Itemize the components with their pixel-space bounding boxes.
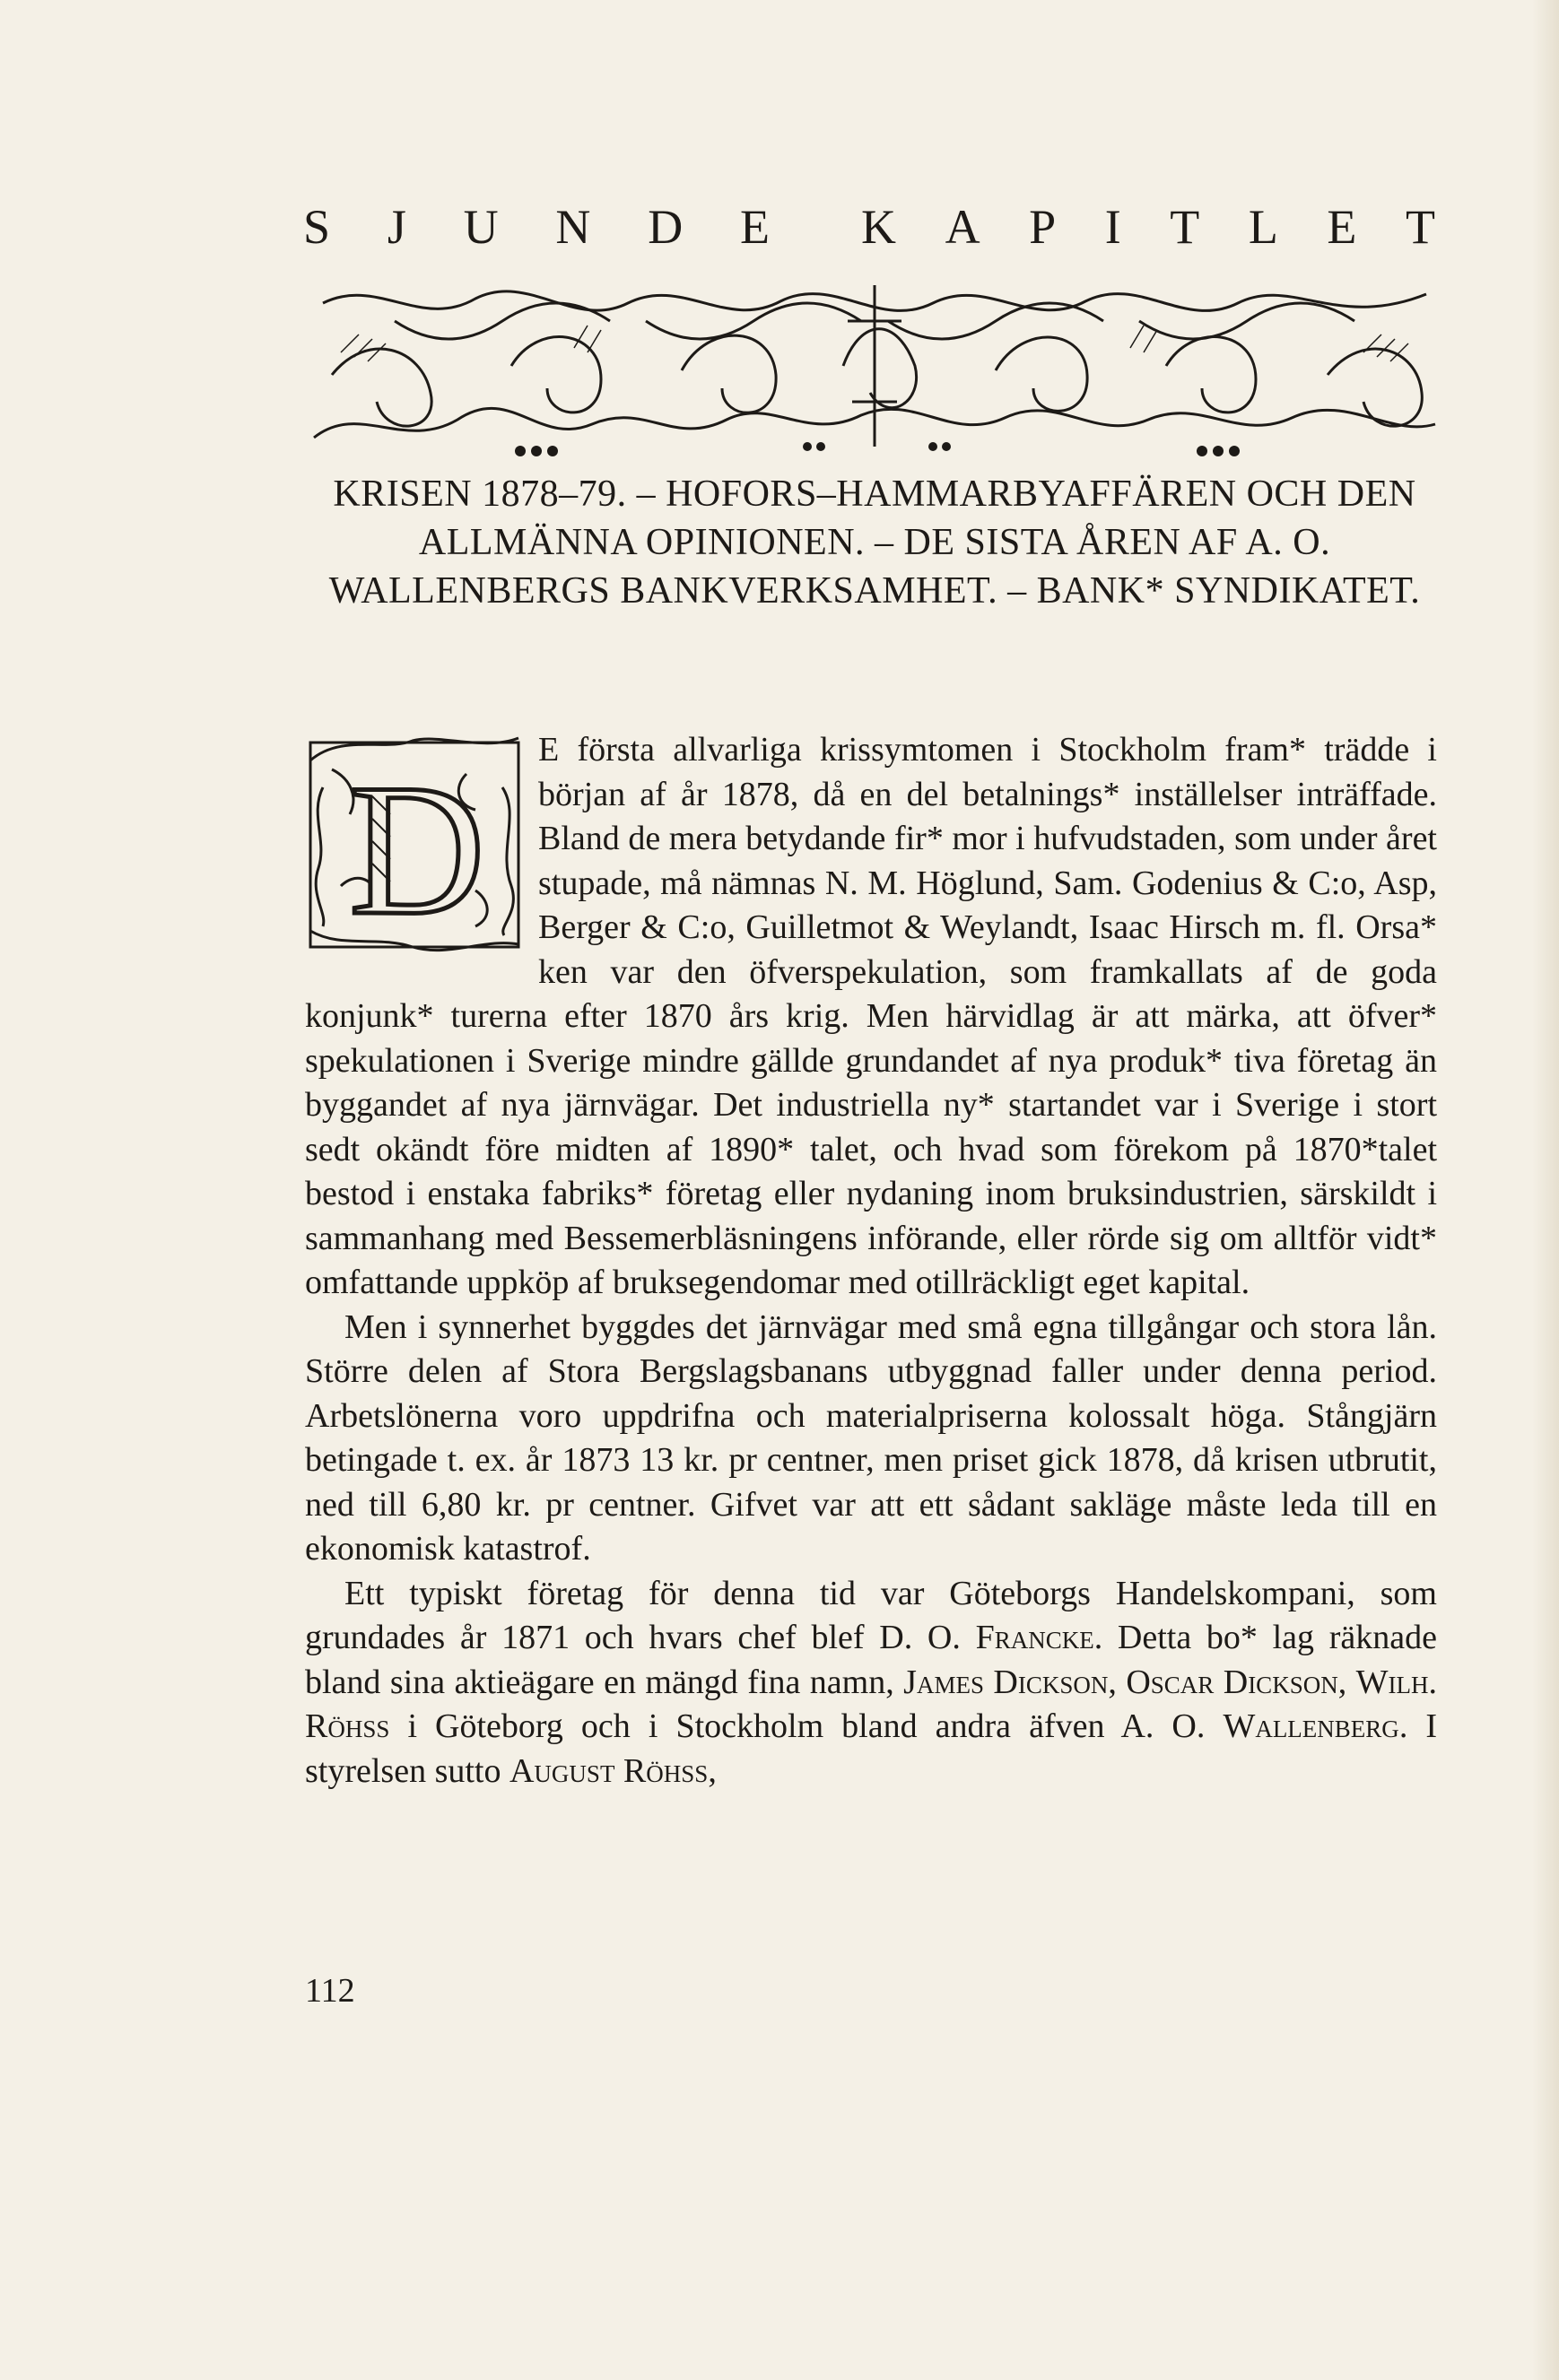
paragraph-3 [305,1572,1437,1794]
paragraph-3-text-d: , [1337,1663,1347,1701]
body-text [305,728,1437,1794]
paragraph-1: E första allvarliga krissymtomen i Stockholm fram* trädde i början af år 1878, då en del betalnings* inställelser inträffade. Bland de mera betydande fir* mor i hufvudstaden, som under året stupade, må nämnas N. M. Höglund, Sam. Godenius & C:o, Asp, Berger & C:o, Guilletmot & Weylandt, Isaac Hirsch m. fl. Orsa* ken var den öfverspekulation, som framkallats af de goda konjunk* turerna efter 1870 års krig. Men härvidlag är att märka, att öfver* spekulationen i Sverige mindre gällde grundandet af nya produk* tiva företag än byggandet af nya järnvägar. Det industriella ny* startandet var i Sverige i stort sedt okändt före midten af 1890* talet, och hvad som förekom på 1870*talet bestod i enstaka fabriks* företag eller nydaning inom bruksindustrien, särskildt i sammanhang med Bessemerbläsningens införande, eller rörde sig om alltför vidt* omfattande uppköp af bruksegendomar med otillräckligt eget kapital. [305,731,1437,1301]
drop-cap-space [305,728,531,951]
chapter-label-letter: S [303,200,331,254]
page-number: 112 [305,1972,355,2010]
chapter-title: KRISEN 1878–79. – HOFORS–HAMMARBYAFFÄREN OCH DEN ALLMÄNNA OPINIONEN. – DE SISTA ÅREN AF A. O. WALLENBERGS BANKVERKSAMHET. – BANK* SYNDIKATET. [328,473,1421,612]
paragraph-3-text-g: , [708,1751,717,1790]
paragraph-3-text-c: , [1108,1663,1117,1701]
chapter-label-letter: N [555,200,591,254]
chapter-label-word-1 [303,199,770,255]
chapter-label-letter: L [1248,200,1278,254]
name-wilh-rohss: Wilh. Röhss [305,1663,1438,1745]
paragraph-2: Men i synnerhet byggdes det järnvägar med små egna tillgångar och stora lån. Större delen af Stora Bergslagsbanans utbyggnad faller under denna period. Arbetslönerna voro uppdrifna och materialpriserna kolossalt höga. Stångjärn betingade t. ex. år 1873 13 kr. pr centner, men priset gick 1878, då krisen utbrutit, ned till 6,80 kr. pr centner. Gifvet var att ett sådant sakläge måste leda till en ekonomisk katastrof. [305,1307,1437,1568]
page-edge-shadow [1532,0,1559,2380]
paragraph-3-text-a: Ett typiskt företag för denna tid var Göteborgs Handelskompani, som grundades år 1871 och hvars chef blef D. O. [305,1574,1437,1656]
name-wallenberg: Wallenberg [1223,1707,1399,1745]
paragraph-3-text-f: . I styrelsen sutto [305,1707,1438,1790]
chapter-label-letter: T [1170,200,1200,254]
chapter-label-letter: U [463,200,499,254]
paragraph-3-text-b: . Detta bo* lag räknade bland sina aktieägare en mängd fina namn, [305,1619,1438,1701]
chapter-label-letter: I [1104,200,1121,254]
paragraph-3-text-e: i Göteborg och i Stockholm bland andra äfven A. O. [407,1707,1206,1745]
chapter-label-letter: E [739,200,770,254]
chapter-label-letter: A [945,200,980,254]
chapter-label-letter: E [1327,200,1357,254]
chapter-label [303,199,1435,255]
drop-cap-letter: D [349,746,485,954]
name-august-rohss: August Röhss [509,1751,709,1790]
chapter-label-letter: J [387,200,406,254]
chapter-label-letter: K [861,200,896,254]
name-james-dickson: James Dickson [903,1663,1109,1701]
chapter-label-letter: D [648,200,684,254]
name-oscar-dickson: Oscar Dickson [1126,1663,1338,1701]
name-francke: Francke [975,1619,1094,1656]
chapter-label-letter: P [1029,200,1057,254]
chapter-label-letter: T [1405,200,1435,254]
ornamental-headband [305,267,1444,466]
chapter-label-word-2 [861,199,1435,255]
